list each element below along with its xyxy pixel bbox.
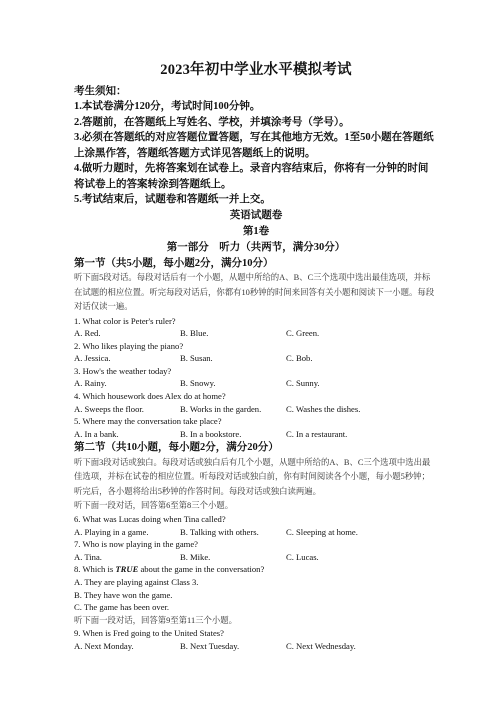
option-c: C. Washes the dishes. [286,403,361,414]
option-row [74,428,438,441]
option-b: B. Talking with others. [180,526,259,537]
question-block [74,415,438,440]
option-b: B. They have won the game. [74,589,173,600]
section-instruction: 听下面3段对话或独白。每段对话或独白后有几个小题，从题中所给的A、B、C三个选项中选出最佳选项，并标在试卷的相应位置。听每段对话或独白前，你有时间阅读各个小题，每小题5秒钟；听完后，各小题将给出5秒钟的作答时间。每段对话或独白读两遍。 [74,457,431,496]
question-block [74,390,438,415]
option-a: A. They are playing against Class 3. [74,576,199,587]
option-row [74,377,438,390]
option-row [74,403,438,416]
option-a: A. Rainy. [74,378,107,389]
question-text: 5. Where may the conversation take place? [74,416,222,427]
note-item: 5.考试结束后，试题卷和答题纸一并上交。 [74,194,271,205]
option-c: C. Sunny. [286,378,320,389]
question-block [74,513,438,538]
question-text: 2. Who likes playing the piano? [74,340,184,351]
option-a: A. Playing in a game. [74,526,149,537]
volume-label: 第1卷 [242,225,270,237]
section-heading: 第一节（共5小题，每小题2分，满分10分） [74,257,274,269]
question-text: 6. What was Lucas doing when Tina called? [74,513,226,524]
option-c: C. The game has been over. [74,602,170,613]
option-a: A. Tina. [74,551,102,562]
option-a: A. Red. [74,328,101,339]
sub-instruction: 听下面一段对话，回答第6至第8三个小题。 [74,501,234,511]
option-a: A. Jessica. [74,353,111,364]
option-c: C. In a restaurant. [286,428,348,439]
question-text: 7. Who is now playing in the game? [74,539,198,550]
option-c: C. Sleeping at home. [286,526,358,537]
option-c: C. Bob. [286,353,313,364]
option-c: C. Next Wednesday. [286,640,356,651]
option-b: B. Blue. [180,328,209,339]
question-text: 1. What color is Peter's ruler? [74,315,176,326]
option-row [74,327,438,340]
emphasis-true: TRUE [115,564,139,575]
question-text [74,563,438,576]
sub-instruction: 听下面一段对话，回答第9至第11三个小题。 [74,615,237,625]
option-b: B. Susan. [180,353,213,364]
part-heading: 第一部分 听力（共两节，满分30分） [166,241,346,253]
question-text: 3. How's the weather today? [74,365,172,376]
note-item: 3.必须在答题纸的对应答题位置答题，写在其他地方无效。1至50小题在答题纸上涂黑作答，答题纸答题方式详见答题纸上的说明。 [74,132,434,159]
question-text: 4. Which housework does Alex do at home? [74,391,226,402]
note-item: 4.做听力题时，先将答案划在试卷上。录音内容结束后，你将有一分钟的时间将试卷上的答案转涂到答题纸上。 [74,163,429,190]
paper-title: 英语试题卷 [229,209,283,221]
question-block [74,365,438,390]
option-row [74,352,438,365]
option-b: B. Snowy. [180,378,216,389]
question-block [74,627,438,652]
option-b: B. Works in the garden. [180,403,262,414]
option-c: C. Lucas. [286,551,319,562]
option-c: C. Green. [286,328,320,339]
exam-title: 2023年初中学业水平模拟考试 [160,62,352,78]
option-row [74,526,438,539]
option-a: A. Next Monday. [74,640,134,651]
option-a: A. In a bank. [74,428,119,439]
question-block [74,538,438,563]
question-text-pre: 8. Which is [74,564,116,575]
option-row [74,551,438,564]
option-b: B. Next Tuesday. [180,640,240,651]
option-a: A. Sweeps the floor. [74,403,144,414]
question-text: 9. When is Fred going to the United States? [74,628,224,639]
section-instruction: 听下面5段对话。每段对话后有一个小题，从题中所给的A、B、C三个选项中选出最佳选项，并标在试题的相应位置。听完每段对话后，你都有10秒钟的时间来回答有关小题和阅读下一小题。每段对话仅读一遍。 [74,273,435,311]
notes-heading: 考生须知： [74,86,127,97]
option-row [74,640,438,653]
question-block [74,340,438,365]
option-b: B. Mike. [180,551,211,562]
section-heading: 第二节（共10小题，每小题2分，满分20分） [74,442,279,454]
note-item: 1.本试卷满分120分，考试时间100分钟。 [74,101,261,112]
question-block [74,563,438,613]
question-block [74,315,438,340]
option-b: B. In a bookstore. [180,428,242,439]
note-item: 2.答题前，在答题纸上写姓名、学校，并填涂考号（学号）。 [74,116,350,128]
question-text-post: about the game in the conversation? [138,564,265,575]
